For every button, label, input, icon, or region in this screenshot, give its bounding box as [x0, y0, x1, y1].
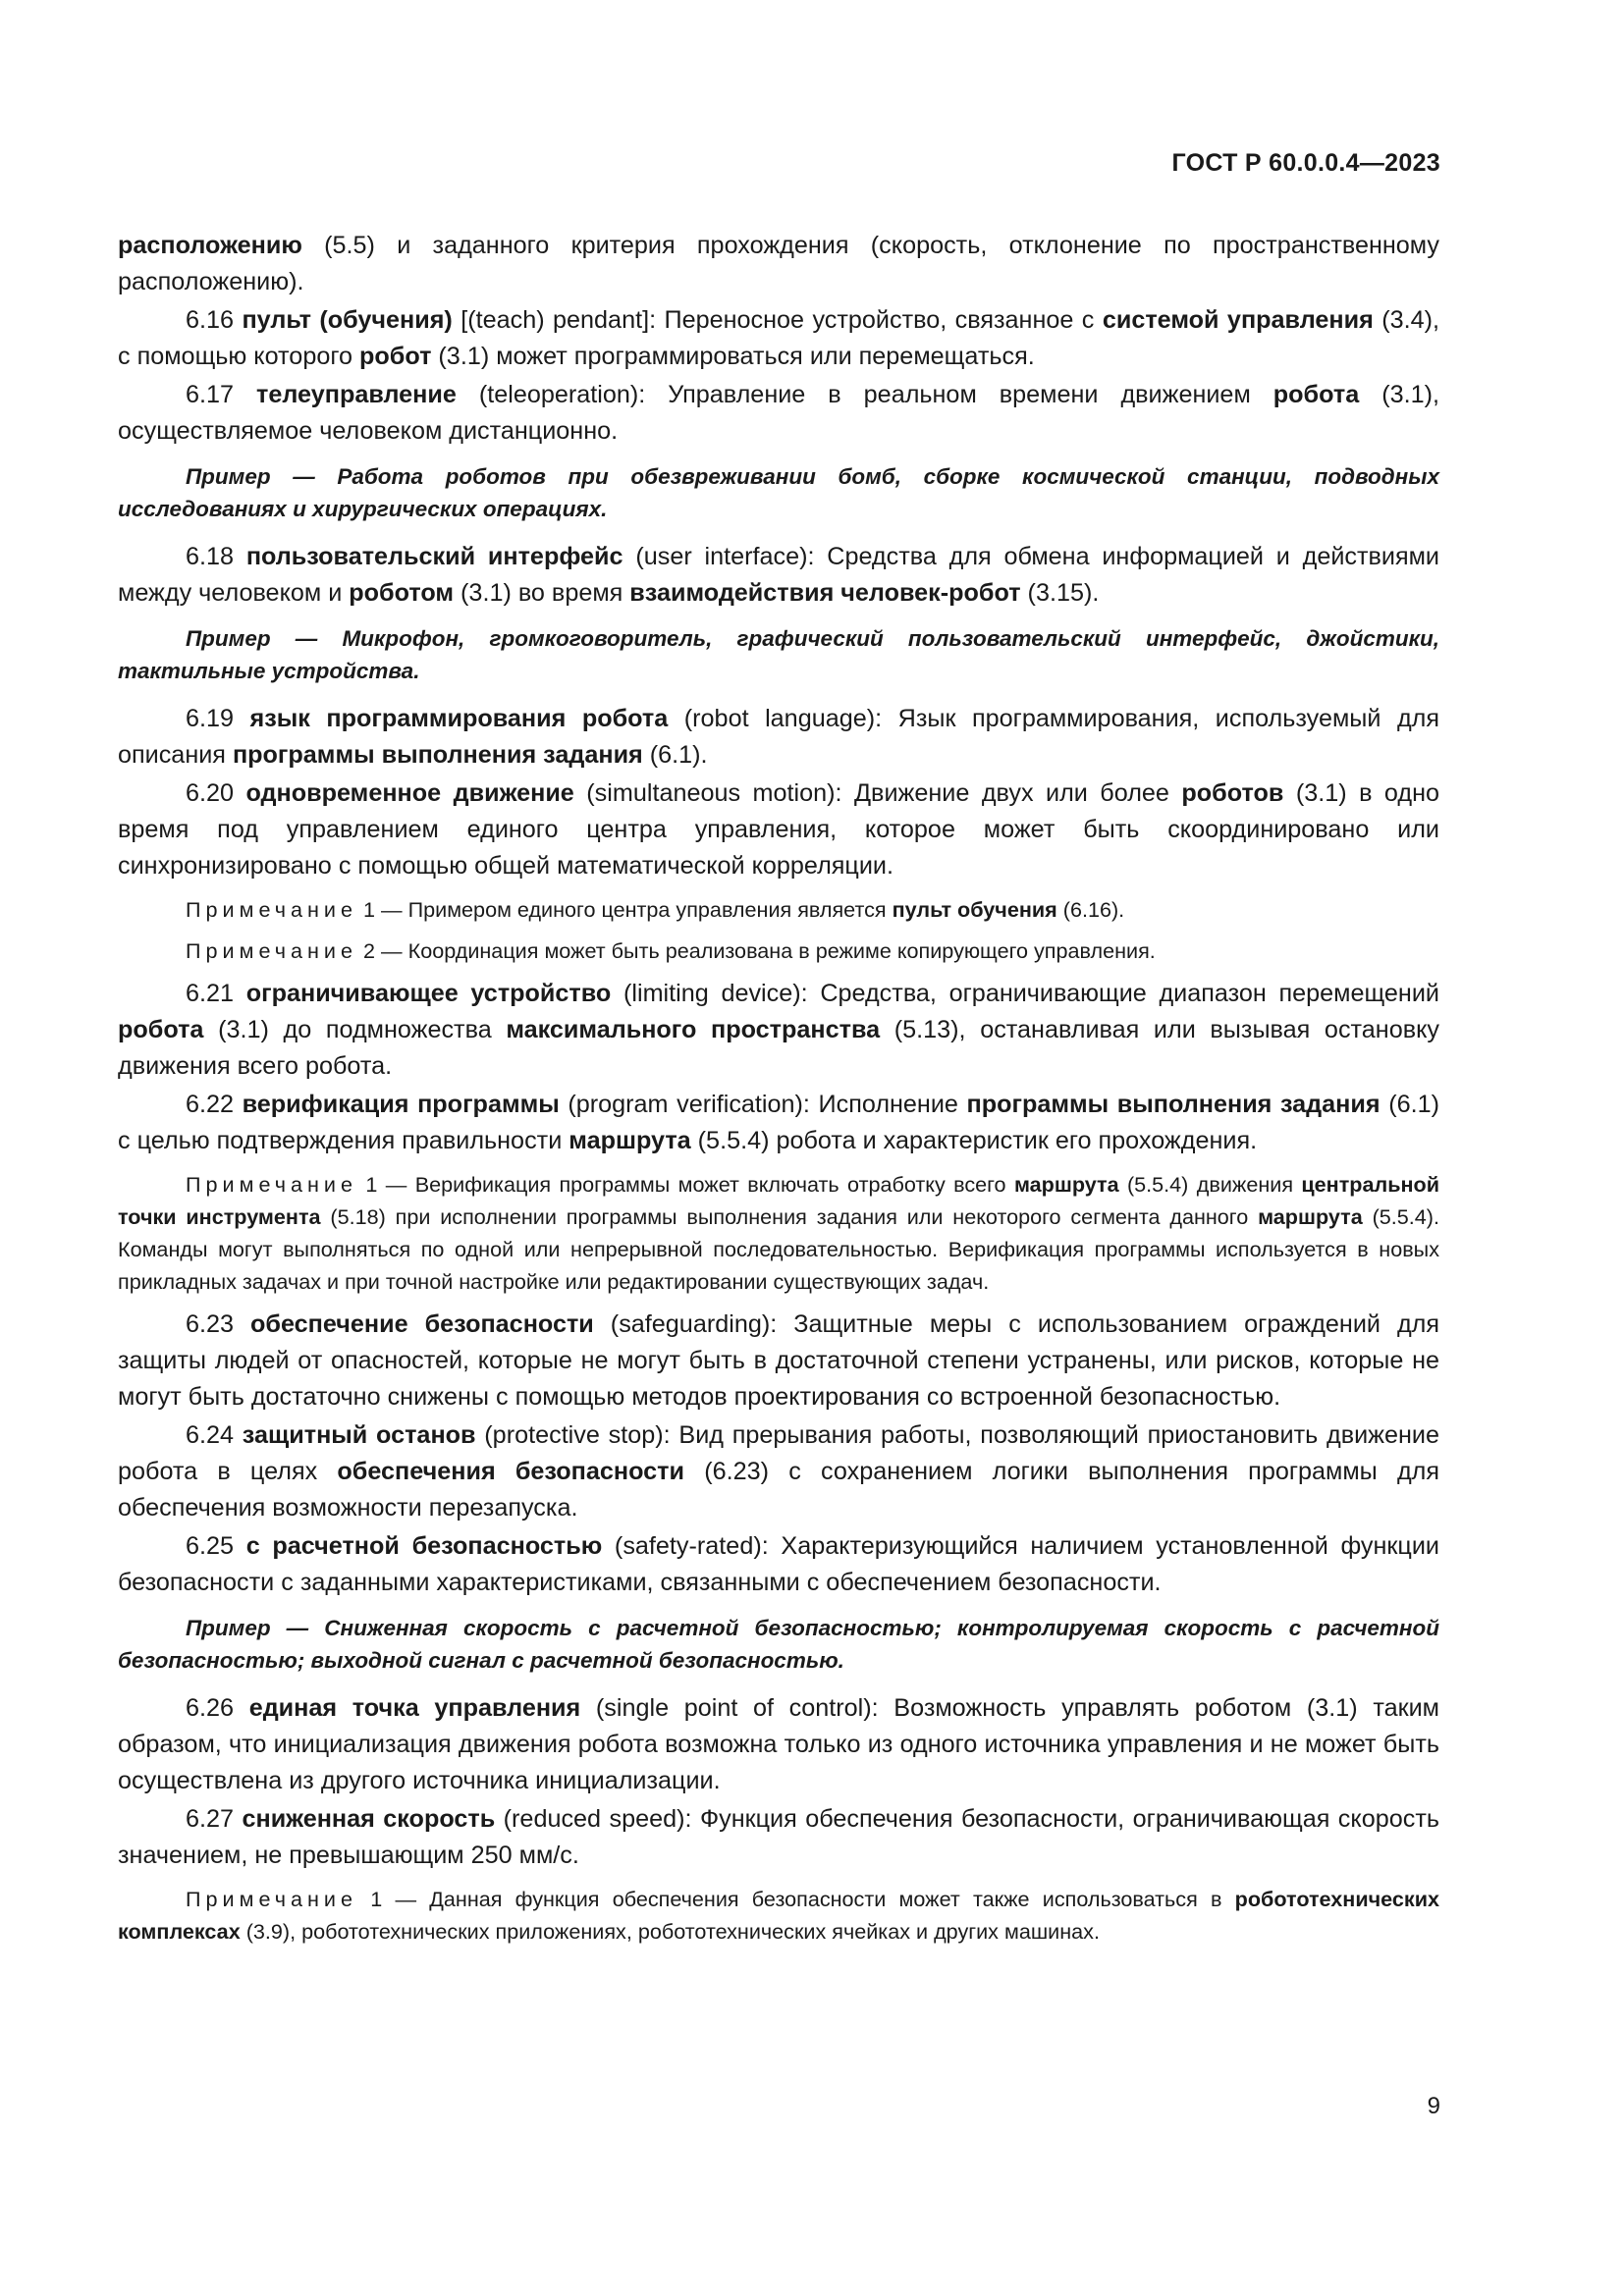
note-number: 2 —: [357, 938, 408, 963]
paragraph-text: [(teach) pendant]: Переносное устройство, связанное с: [452, 306, 1103, 334]
clause-number: 6.26: [186, 1694, 249, 1722]
definition-6-19: [118, 701, 1439, 774]
definition-term: обеспечение безопасности: [250, 1310, 594, 1338]
paragraph-text: (single point of control): Возможность управлять роботом (3.1) таким образом, что инициализация движения робота возможна только из одного источника управления и не может быть осуществлена из другого источника инициализации.: [118, 1694, 1440, 1794]
note-label: Примечание: [186, 1172, 357, 1197]
paragraph-text: (6.1).: [642, 741, 708, 769]
clause-number: 6.18: [186, 543, 246, 570]
clause-number: 6.16: [186, 306, 243, 334]
bold-term: расположению: [118, 232, 302, 259]
note-label: Примечание: [186, 1887, 357, 1911]
note-label: Примечание: [186, 938, 357, 963]
bold-reference: роботом: [349, 579, 455, 607]
paragraph-text: (5.13), останавливая или вызывая остановку движения всего робота.: [118, 1016, 1439, 1080]
clause-number: 6.17: [186, 381, 257, 408]
bold-reference: пульт обучения: [892, 897, 1057, 922]
definition-6-20: [118, 775, 1439, 884]
definition-6-27: [118, 1801, 1439, 1874]
note-number: 1 —: [357, 897, 408, 922]
definition-6-26: [118, 1690, 1439, 1799]
page-number: 9: [1427, 2093, 1440, 2119]
definition-6-25: [118, 1528, 1439, 1601]
definition-term: пульт (обучения): [242, 306, 453, 334]
note-text: Примером единого центра управления является: [407, 897, 893, 922]
definition-6-22: [118, 1087, 1439, 1159]
note-6-20-1: [118, 893, 1439, 926]
bold-reference: максимального пространства: [506, 1016, 881, 1043]
note-text: Координация может быть реализована в режиме копирующего управления.: [407, 938, 1156, 963]
paragraph-text: (program verification): Исполнение: [559, 1091, 967, 1118]
bold-reference: программы выполнения задания: [966, 1091, 1380, 1118]
definition-6-17: [118, 377, 1439, 450]
example-6-17: Пример — Работа роботов при обезвреживании бомб, сборке космической станции, подводных исследованиях и хирургических операциях.: [118, 464, 1439, 521]
document-body: [118, 228, 1439, 1956]
clause-number: 6.24: [186, 1421, 243, 1449]
bold-reference: обеспечения безопасности: [337, 1458, 685, 1485]
bold-reference: системой управления: [1102, 306, 1374, 334]
definition-6-21: [118, 976, 1439, 1085]
note-text: Данная функция обеспечения безопасности может также использоваться в: [429, 1887, 1235, 1911]
note-text: (5.5.4) движения: [1118, 1172, 1302, 1197]
bold-reference: маршрута: [1013, 1172, 1119, 1197]
note-number: 1 —: [357, 1172, 415, 1197]
paragraph-text: (5.5.4) робота и характеристик его прохождения.: [690, 1127, 1258, 1154]
note-6-20-2: [118, 934, 1439, 967]
definition-6-18: [118, 539, 1439, 612]
definition-term: с расчетной безопасностью: [245, 1532, 603, 1560]
paragraph-text: (3.4), с помощью которого: [118, 306, 1439, 370]
paragraph-text: (3.15).: [1020, 579, 1100, 607]
example-6-18: Пример — Микрофон, громкоговоритель, графический пользовательский интерфейс, джойстики, тактильные устройства.: [118, 626, 1439, 683]
paragraph-text: (3.1) во время: [454, 579, 630, 607]
bold-reference: маршрута: [568, 1127, 691, 1154]
note-text: (5.18) при исполнении программы выполнения задания или некоторого сегмента данного: [320, 1204, 1259, 1229]
paragraph-continuation: [118, 228, 1439, 300]
note-label: Примечание: [186, 897, 357, 922]
paragraph-text: (safety-rated): Характеризующийся наличием установленной функции безопасности с заданными характеристиками, связанными с обеспечением безопасности.: [118, 1532, 1439, 1596]
paragraph-text: (3.1) до подмножества: [203, 1016, 507, 1043]
note-text: Верификация программы может включать отработку всего: [414, 1172, 1014, 1197]
note-text: (6.16).: [1056, 897, 1125, 922]
bold-reference: робота: [1272, 381, 1360, 408]
note-6-27-1: [118, 1883, 1439, 1948]
definition-6-24: [118, 1417, 1439, 1526]
definition-term: единая точка управления: [248, 1694, 581, 1722]
paragraph-text: (6.23) с сохранением логики выполнения программы для обеспечения возможности перезапуска.: [118, 1458, 1439, 1522]
clause-number: 6.21: [186, 980, 246, 1007]
clause-number: 6.23: [186, 1310, 251, 1338]
paragraph-text: (3.1) может программироваться или перемещаться.: [431, 343, 1035, 370]
definition-term: ограничивающее устройство: [245, 980, 612, 1007]
paragraph-text: (reduced speed): Функция обеспечения безопасности, ограничивающая скорость значением, не превышающим 250 мм/с.: [118, 1805, 1439, 1869]
paragraph-text: (3.1), осуществляемое человеком дистанционно.: [118, 381, 1439, 445]
note-text: (3.9), робототехнических приложениях, робототехнических ячейках и других машинах.: [240, 1919, 1100, 1944]
paragraph-text: (user interface): Средства для обмена информацией и действиями между человеком и: [118, 543, 1439, 607]
bold-reference: робототехнических комплексах: [118, 1887, 1439, 1944]
paragraph-text: (limiting device): Средства, ограничивающие диапазон перемещений: [611, 980, 1439, 1007]
definition-6-16: [118, 302, 1439, 375]
paragraph-text: (robot language): Язык программирования, используемый для описания: [118, 705, 1439, 769]
paragraph-text: (teleoperation): Управление в реальном времени движением: [456, 381, 1273, 408]
example-6-25: Пример — Сниженная скорость с расчетной безопасностью; контролируемая скорость с расчетной безопасностью; выходной сигнал с расчетной безопасностью.: [118, 1616, 1439, 1673]
definition-term: язык программирования робота: [249, 705, 669, 732]
bold-reference: центральной точки инструмента: [118, 1172, 1439, 1229]
clause-number: 6.22: [186, 1091, 243, 1118]
note-6-22-1: [118, 1168, 1439, 1298]
standard-header: ГОСТ Р 60.0.0.4—2023: [1171, 149, 1440, 177]
paragraph-text: (simultaneous motion): Движение двух или более: [573, 779, 1182, 807]
paragraph-text: (6.1) с целью подтверждения правильности: [118, 1091, 1439, 1154]
definition-term: сниженная скорость: [242, 1805, 496, 1833]
bold-reference: маршрута: [1258, 1204, 1363, 1229]
definition-term: верификация программы: [242, 1091, 560, 1118]
paragraph-text: (5.5) и заданного критерия прохождения (скорость, отклонение по пространственному расположению).: [118, 232, 1439, 295]
paragraph-text: (safeguarding): Защитные меры с использованием ограждений для защиты людей от опасностей, которые не могут быть в достаточной степени устранены, или рисков, которые не могут быть достаточно снижены с помощью методов проектирования со встроенной безопасностью.: [118, 1310, 1439, 1411]
note-number: 1 —: [357, 1887, 430, 1911]
definition-6-23: [118, 1307, 1439, 1415]
clause-number: 6.27: [186, 1805, 243, 1833]
note-text: (5.5.4). Команды могут выполняться по одной или непрерывной последовательностью. Верификация программы используется в новых прикладных задачах и при точной настройке или редактировании существующих задач.: [118, 1204, 1439, 1294]
paragraph-text: (protective stop): Вид прерывания работы, позволяющий приостановить движение робота в целях: [118, 1421, 1439, 1485]
bold-reference: взаимодействия человек-робот: [629, 579, 1021, 607]
clause-number: 6.20: [186, 779, 246, 807]
definition-term: пользовательский интерфейс: [245, 543, 623, 570]
paragraph-text: (3.1) в одно время под управлением единого центра управления, которое может быть скоординировано или синхронизировано с помощью общей математической корреляции.: [118, 779, 1439, 880]
definition-term: защитный останов: [242, 1421, 476, 1449]
clause-number: 6.25: [186, 1532, 246, 1560]
definition-term: телеуправление: [256, 381, 457, 408]
bold-reference: программы выполнения задания: [232, 741, 643, 769]
clause-number: 6.19: [186, 705, 250, 732]
bold-reference: робота: [118, 1016, 204, 1043]
bold-reference: робот: [358, 343, 432, 370]
definition-term: одновременное движение: [245, 779, 574, 807]
bold-reference: роботов: [1181, 779, 1284, 807]
